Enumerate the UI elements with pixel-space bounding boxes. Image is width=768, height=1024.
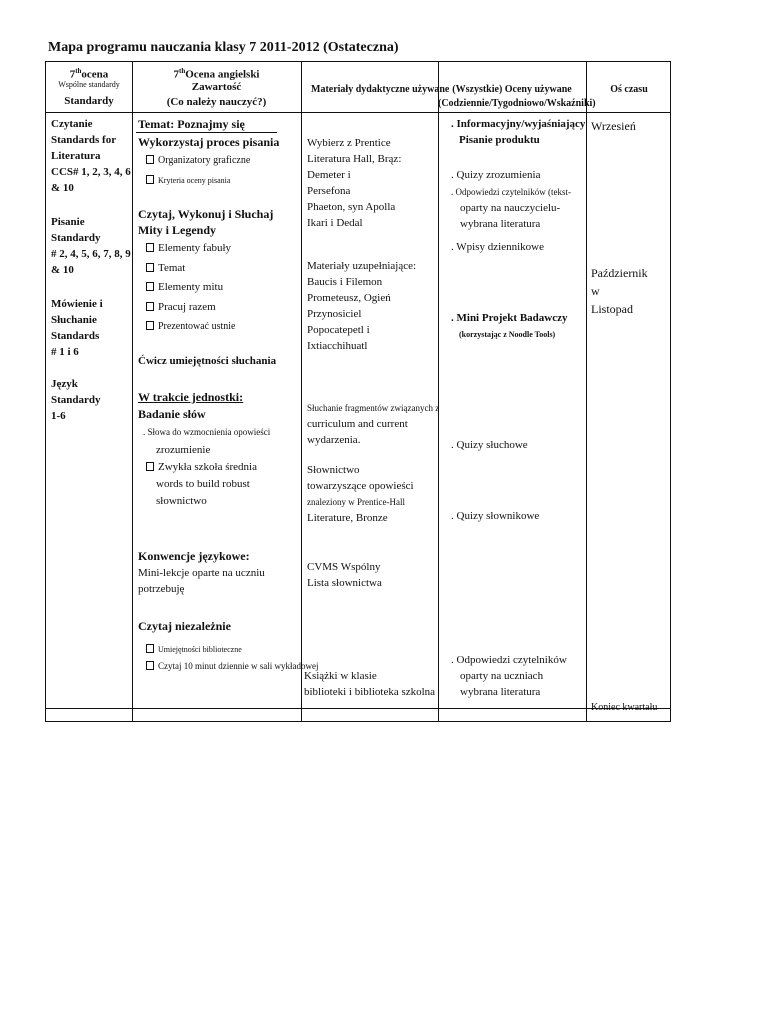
header-timeline: Oś czasu: [610, 84, 648, 95]
content-read-heading: Czytaj, Wykonuj i Słuchaj Mity i Legendy: [138, 207, 274, 237]
standards-language: Język Standardy 1-6: [51, 378, 101, 422]
content-writing-item: Organizatory graficzne: [146, 154, 250, 167]
assessment-journal: . Wpisy dziennikowe: [451, 241, 544, 253]
content-read-item: Pracuj razem: [146, 299, 216, 315]
column-divider: [301, 62, 302, 721]
content-during-unit: W trakcie jednostki:: [138, 390, 244, 404]
header-content-label: (Co należy nauczyć?): [166, 96, 267, 108]
checkbox-icon: [146, 155, 154, 164]
assessment-informational-sub: Pisanie produktu: [459, 134, 540, 146]
column-divider: [132, 62, 133, 721]
checkbox-icon: [146, 263, 154, 272]
content-word-item: słownictwo: [156, 495, 207, 507]
content-word-item: Zwykła szkoła średnia: [146, 459, 257, 475]
materials-supplementary: Materiały uzupełniające: Baucis i Filemon Prometeusz, Ogień Przynosiciel Popocatepetl i Ixtiacchihuatl: [307, 260, 417, 352]
checkbox-icon: [146, 462, 154, 471]
assessment-listening-quiz: . Quizy słuchowe: [451, 439, 528, 451]
content-conventions-heading: Konwencje językowe:: [138, 549, 250, 563]
assessment-informational: . Informacyjny/wyjaśniający: [451, 118, 586, 130]
content-read-item: Temat: [146, 260, 185, 276]
content-read-item: Elementy mitu: [146, 279, 223, 295]
content-word-study: Badanie słów: [138, 407, 206, 421]
checkbox-icon: [146, 302, 154, 311]
assessment-comprehension-quiz: . Quizy zrozumienia: [451, 169, 541, 181]
assessment-reader-response: . Odpowiedzi czytelników (tekst- oparty na nauczycielu- wybrana literatura: [451, 187, 571, 230]
content-independent-item: Czytaj 10 minut dziennie w sali wykładowej: [146, 660, 318, 673]
header-divider: [46, 112, 670, 113]
assessment-reader-response-student: . Odpowiedzi czytelników oparty na uczniach wybrana literatura: [451, 654, 567, 698]
standards-speaking-listening: Mówienie i Słuchanie Standards # 1 i 6: [51, 298, 103, 358]
assessment-vocab-quiz: . Quizy słownikowe: [451, 510, 540, 522]
content-independent-heading: Czytaj niezależnie: [138, 619, 231, 633]
materials-vocabulary: Słownictwo towarzyszące opowieści znaleziony w Prentice-Hall Literature, Bronze: [307, 464, 414, 524]
materials-books: Książki w klasie biblioteki i biblioteka szkolna: [304, 670, 436, 698]
timeline-october-november: Październik w Listopad: [591, 266, 648, 316]
checkbox-icon: [146, 282, 154, 291]
curriculum-table: [45, 61, 671, 722]
topic-underline: [136, 132, 277, 133]
content-read-item: Elementy fabuły: [146, 240, 231, 256]
content-word-item: words to build robust: [156, 478, 250, 490]
header-content-sub: Zawartość: [191, 81, 242, 93]
header-standards-sub: Wspólne standardy: [58, 80, 120, 89]
footer-divider: [46, 708, 670, 709]
content-writing-item: Kryteria oceny pisania: [146, 174, 230, 187]
timeline-quarter-end: Koniec kwartału: [591, 702, 658, 713]
assessment-mini-project: . Mini Projekt Badawczy: [451, 312, 568, 324]
header-standards-label: Standardy: [64, 95, 114, 107]
header-materials: Materiały dydaktyczne używane: [311, 84, 450, 95]
document-title: Mapa programu nauczania klasy 7 2011-2012 (Ostateczna): [48, 40, 399, 55]
header-content: 7thOcena angielski: [173, 67, 260, 81]
standards-reading: Czytanie Standards for Literatura CCS# 1, 2, 3, 4, 6 & 10: [51, 118, 131, 194]
assessment-mini-project-note: (korzystając z Noodle Tools): [459, 330, 556, 339]
content-read-item: Prezentować ustnie: [146, 320, 235, 333]
checkbox-icon: [146, 644, 154, 653]
materials-prentice-selections: Wybierz z Prentice Literatura Hall, Brąz: Demeter i Persefona Phaeton, syn Apolla Ikari i Dedal: [307, 137, 402, 229]
checkbox-icon: [146, 175, 154, 184]
checkbox-icon: [146, 321, 154, 330]
content-conventions-text: Mini-lekcje oparte na uczniu potrzebuję: [138, 567, 265, 595]
checkbox-icon: [146, 243, 154, 252]
content-word-item: zrozumienie: [156, 444, 211, 456]
column-divider: [438, 62, 439, 721]
header-assessments-sub: (Codziennie/Tygodniowo/Wskaźniki): [438, 98, 596, 109]
content-writing-heading: Wykorzystaj proces pisania: [138, 135, 280, 149]
checkbox-icon: [146, 661, 154, 670]
materials-listening: Słuchanie fragmentów związanych z curriculum and current wydarzenia.: [307, 403, 440, 446]
timeline-september: Wrzesień: [591, 119, 636, 133]
column-divider: [586, 62, 587, 721]
content-word-item: . Słowa do wzmocnienia opowieści: [143, 427, 271, 437]
standards-writing: Pisanie Standardy # 2, 4, 5, 6, 7, 8, 9 & 10: [51, 216, 131, 276]
content-topic: Temat: Poznajmy się: [138, 117, 245, 131]
content-independent-item: Umiejętności biblioteczne: [146, 643, 242, 656]
header-assessments: (Wszystkie) Oceny używane: [452, 84, 572, 95]
materials-vocab-list: CVMS Wspólny Lista słownictwa: [307, 561, 382, 589]
content-listening: Ćwicz umiejętności słuchania: [138, 355, 277, 367]
header-standards: 7thocena: [69, 67, 109, 81]
